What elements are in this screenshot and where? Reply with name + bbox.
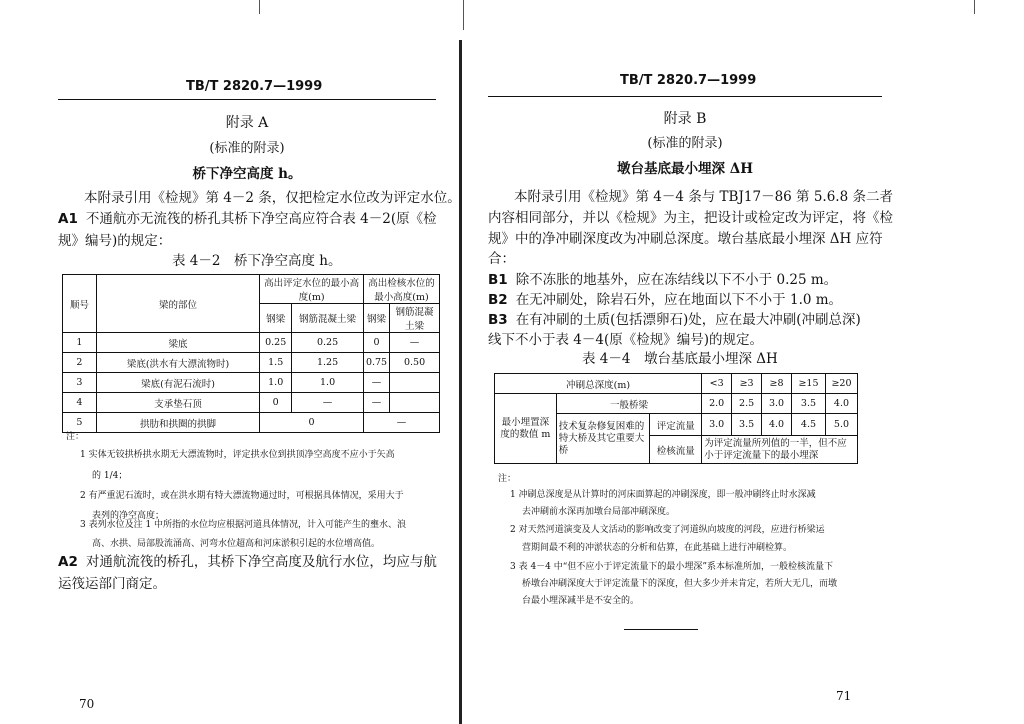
note-line: 去冲刷前水深再加墩台局部冲刷深度。 [522, 507, 676, 517]
clause-a2-line2: 运筏运部门商定。 [58, 576, 166, 592]
clause-b3-line1 [488, 310, 861, 331]
cell-value: 3.5 [732, 414, 762, 436]
cell-value: 0 [363, 333, 389, 353]
clause-a1-line1 [58, 209, 437, 230]
clause-text: 除不冻胀的地基外，应在冻结线以下不小于 0.25 m。 [515, 272, 838, 288]
col-group-check: 高出检核水位的最小高度(m) [363, 275, 439, 304]
cell-value: 0.75 [363, 353, 389, 373]
cell-value: 3.0 [702, 414, 732, 436]
sub-header-concrete: 钢筋混凝土梁 [292, 304, 364, 333]
note-line: 高、水拱、局部股流涌高、河弯水位超高和河床淤积引起的水位增高值。 [92, 539, 381, 549]
table-row [63, 373, 440, 393]
cell-no: 3 [63, 373, 97, 393]
header-rule [488, 96, 882, 97]
appendix-title: 附录 B [663, 111, 707, 127]
intro-text: 合： [488, 251, 515, 267]
note-line: 3 表列水位及注 1 中所指的水位均应根据河道具体情况，计入可能产生的壅水、浪 [80, 520, 407, 530]
sub-header-steel: 钢梁 [260, 304, 292, 333]
notes-label: 注： [66, 432, 85, 442]
cell-part: 拱肋和拱圈的拱脚 [96, 413, 259, 433]
intro-text: 本附录引用《检规》第 4－4 条与 TBJ17－86 第 5.6.8 条二者 [514, 189, 893, 205]
note-line: 桥墩台冲刷深度大于评定流量下的深度，但大多少并未肯定，若所大无几，而墩 [522, 579, 838, 589]
cell-value: 4.5 [792, 414, 826, 436]
note-line: 2 对天然河道演变及人文活动的影响改变了河道纵向坡度的河段，应进行桥梁运 [510, 525, 825, 535]
section-title: 墩台基底最小埋深 ΔH [617, 161, 753, 177]
eval-flow-label: 评定流量 [650, 414, 702, 436]
table-row [495, 394, 858, 414]
table-row [63, 413, 440, 433]
cell-value: 4.0 [762, 414, 792, 436]
cell-no: 1 [63, 333, 97, 353]
appendix-title: 附录 A [225, 115, 269, 131]
scour-depth-label: 冲刷总深度(m) [495, 374, 702, 394]
cell-part: 梁底(洪水有大漂流物时) [96, 353, 259, 373]
scour-col: <3 [702, 374, 732, 394]
cell-value: — [363, 393, 389, 413]
scour-col: ≥8 [762, 374, 792, 394]
note-line: 表列的净空高度； [92, 511, 165, 521]
intro-text: 规》中的净冲刷深度改为冲刷总深度。墩台基底最小埋深 ΔH 应符 [488, 231, 883, 247]
clause-text: 对通航流筏的桥孔，其桥下净空高度及航行水位，均应与航 [85, 554, 437, 570]
sub-header-concrete: 钢筋混凝土梁 [390, 304, 440, 333]
cell-value: 1.0 [260, 373, 292, 393]
cell-value: 3.5 [792, 394, 826, 414]
cell-no: 4 [63, 393, 97, 413]
end-rule [624, 629, 698, 630]
cell-value: — [363, 373, 389, 393]
left-page [0, 0, 462, 724]
note-line: 1 冲刷总深度是从计算时的河床面算起的冲刷深度，即一般冲刷终止时水深减 [510, 490, 816, 500]
table-caption: 表 4－2 桥下净空高度 h。 [172, 253, 342, 269]
cell-no: 5 [63, 413, 97, 433]
general-bridge-label: 一般桥梁 [556, 394, 701, 414]
appendix-type: (标准的附录) [647, 136, 723, 151]
table-row [63, 393, 440, 413]
clearance-table [62, 274, 440, 433]
cell-part: 梁底(有泥石流时) [96, 373, 259, 393]
right-page [462, 0, 1024, 724]
table-caption: 表 4－4 墩台基底最小埋深 ΔH [582, 351, 778, 367]
cell-value [390, 393, 440, 413]
scour-col: ≥3 [732, 374, 762, 394]
cell-no: 2 [63, 353, 97, 373]
page-number: 71 [836, 689, 852, 703]
note-line: 台最小埋深减半是不安全的。 [522, 596, 640, 606]
complex-bridge-label: 技术复杂修复困难的特大桥及其它重要大桥 [556, 414, 650, 464]
page-header: TB/T 2820.7—1999 [620, 73, 757, 88]
clause-label: B1 [488, 272, 508, 288]
cell-value: 0.25 [292, 333, 364, 353]
clause-label: B2 [488, 292, 508, 308]
scour-col: ≥15 [792, 374, 826, 394]
header-rule [58, 99, 436, 100]
intro-text: 内容相同部分，并以《检规》为主，把设计或检定改为评定，将《检 [488, 210, 893, 226]
section-title: 桥下净空高度 h。 [192, 166, 302, 182]
table-row [63, 333, 440, 353]
note-line: 2 有严重泥石流时，或在洪水期有特大漂流物通过时，可根据具体情况，采用大于 [80, 491, 404, 501]
burial-depth-table [494, 373, 858, 464]
clause-b1 [488, 270, 837, 291]
col-header-no: 顺号 [63, 275, 97, 333]
clause-a2-line1 [58, 552, 437, 573]
appendix-type: (标准的附录) [209, 141, 285, 156]
cell-value [390, 373, 440, 393]
clause-text: 在无冲刷处，除岩石外，应在地面以下不小于 1.0 m。 [515, 292, 843, 308]
cell-part: 梁底 [96, 333, 259, 353]
cell-value: 3.0 [762, 394, 792, 414]
cell-value: 1.25 [292, 353, 364, 373]
clause-text: 不通航亦无流筏的桥孔其桥下净空高应符合表 4－2(原《检 [85, 211, 437, 227]
cell-value: — [292, 393, 364, 413]
cell-value: 0.50 [390, 353, 440, 373]
cell-value: 2.5 [732, 394, 762, 414]
col-header-part: 梁的部位 [96, 275, 259, 333]
cell-part: 支承垫石顶 [96, 393, 259, 413]
clause-label: B3 [488, 312, 508, 328]
cell-value: 0 [260, 413, 364, 433]
cell-value: — [390, 333, 440, 353]
scour-col: ≥20 [825, 374, 857, 394]
col-group-eval: 高出评定水位的最小高度(m) [260, 275, 364, 304]
cell-value: 2.0 [702, 394, 732, 414]
clause-b2 [488, 290, 842, 311]
note-line: 营期间最不利的冲淤状态的分析和估算，在此基础上进行冲刷检算。 [522, 543, 793, 553]
cell-value: 5.0 [825, 414, 857, 436]
clause-text: 在有冲刷的土质(包括漂卵石)处，应在最大冲刷(冲刷总深) [515, 312, 861, 328]
clause-b3-line2: 线下不小于表 4－4(原《检规》编号)的规定。 [488, 332, 764, 348]
note-line: 3 表 4－4 中“但不应小于评定流量下的最小埋深”系本标准所加，一般检核流量下 [510, 562, 833, 572]
note-line: 1 实体无铰拱桥拱水期无大漂流物时，评定拱水位到拱顶净空高度不应小于矢高 [80, 450, 395, 460]
page-header: TB/T 2820.7—1999 [186, 79, 323, 94]
row-header: 最小埋置深度的数值 m [495, 394, 557, 464]
check-flow-text: 为评定流量所列值的一半，但不应小于评定流量下的最小埋深 [702, 436, 858, 464]
cell-value: 0 [260, 393, 292, 413]
cell-value: 4.0 [825, 394, 857, 414]
sub-header-steel: 钢梁 [363, 304, 389, 333]
intro-text: 本附录引用《检规》第 4－2 条，仅把检定水位改为评定水位。 [84, 190, 461, 206]
cell-value: — [363, 413, 439, 433]
page-number: 70 [79, 697, 95, 711]
clause-a1-line2: 规》编号)的规定： [58, 233, 172, 249]
cell-value: 1.5 [260, 353, 292, 373]
cell-value: 1.0 [292, 373, 364, 393]
notes-label: 注： [498, 474, 517, 484]
note-line: 的 1/4； [92, 471, 128, 481]
clause-label: A1 [58, 211, 78, 227]
clause-label: A2 [58, 554, 78, 570]
check-flow-label: 检核流量 [650, 436, 702, 464]
table-row [63, 353, 440, 373]
cell-value: 0.25 [260, 333, 292, 353]
